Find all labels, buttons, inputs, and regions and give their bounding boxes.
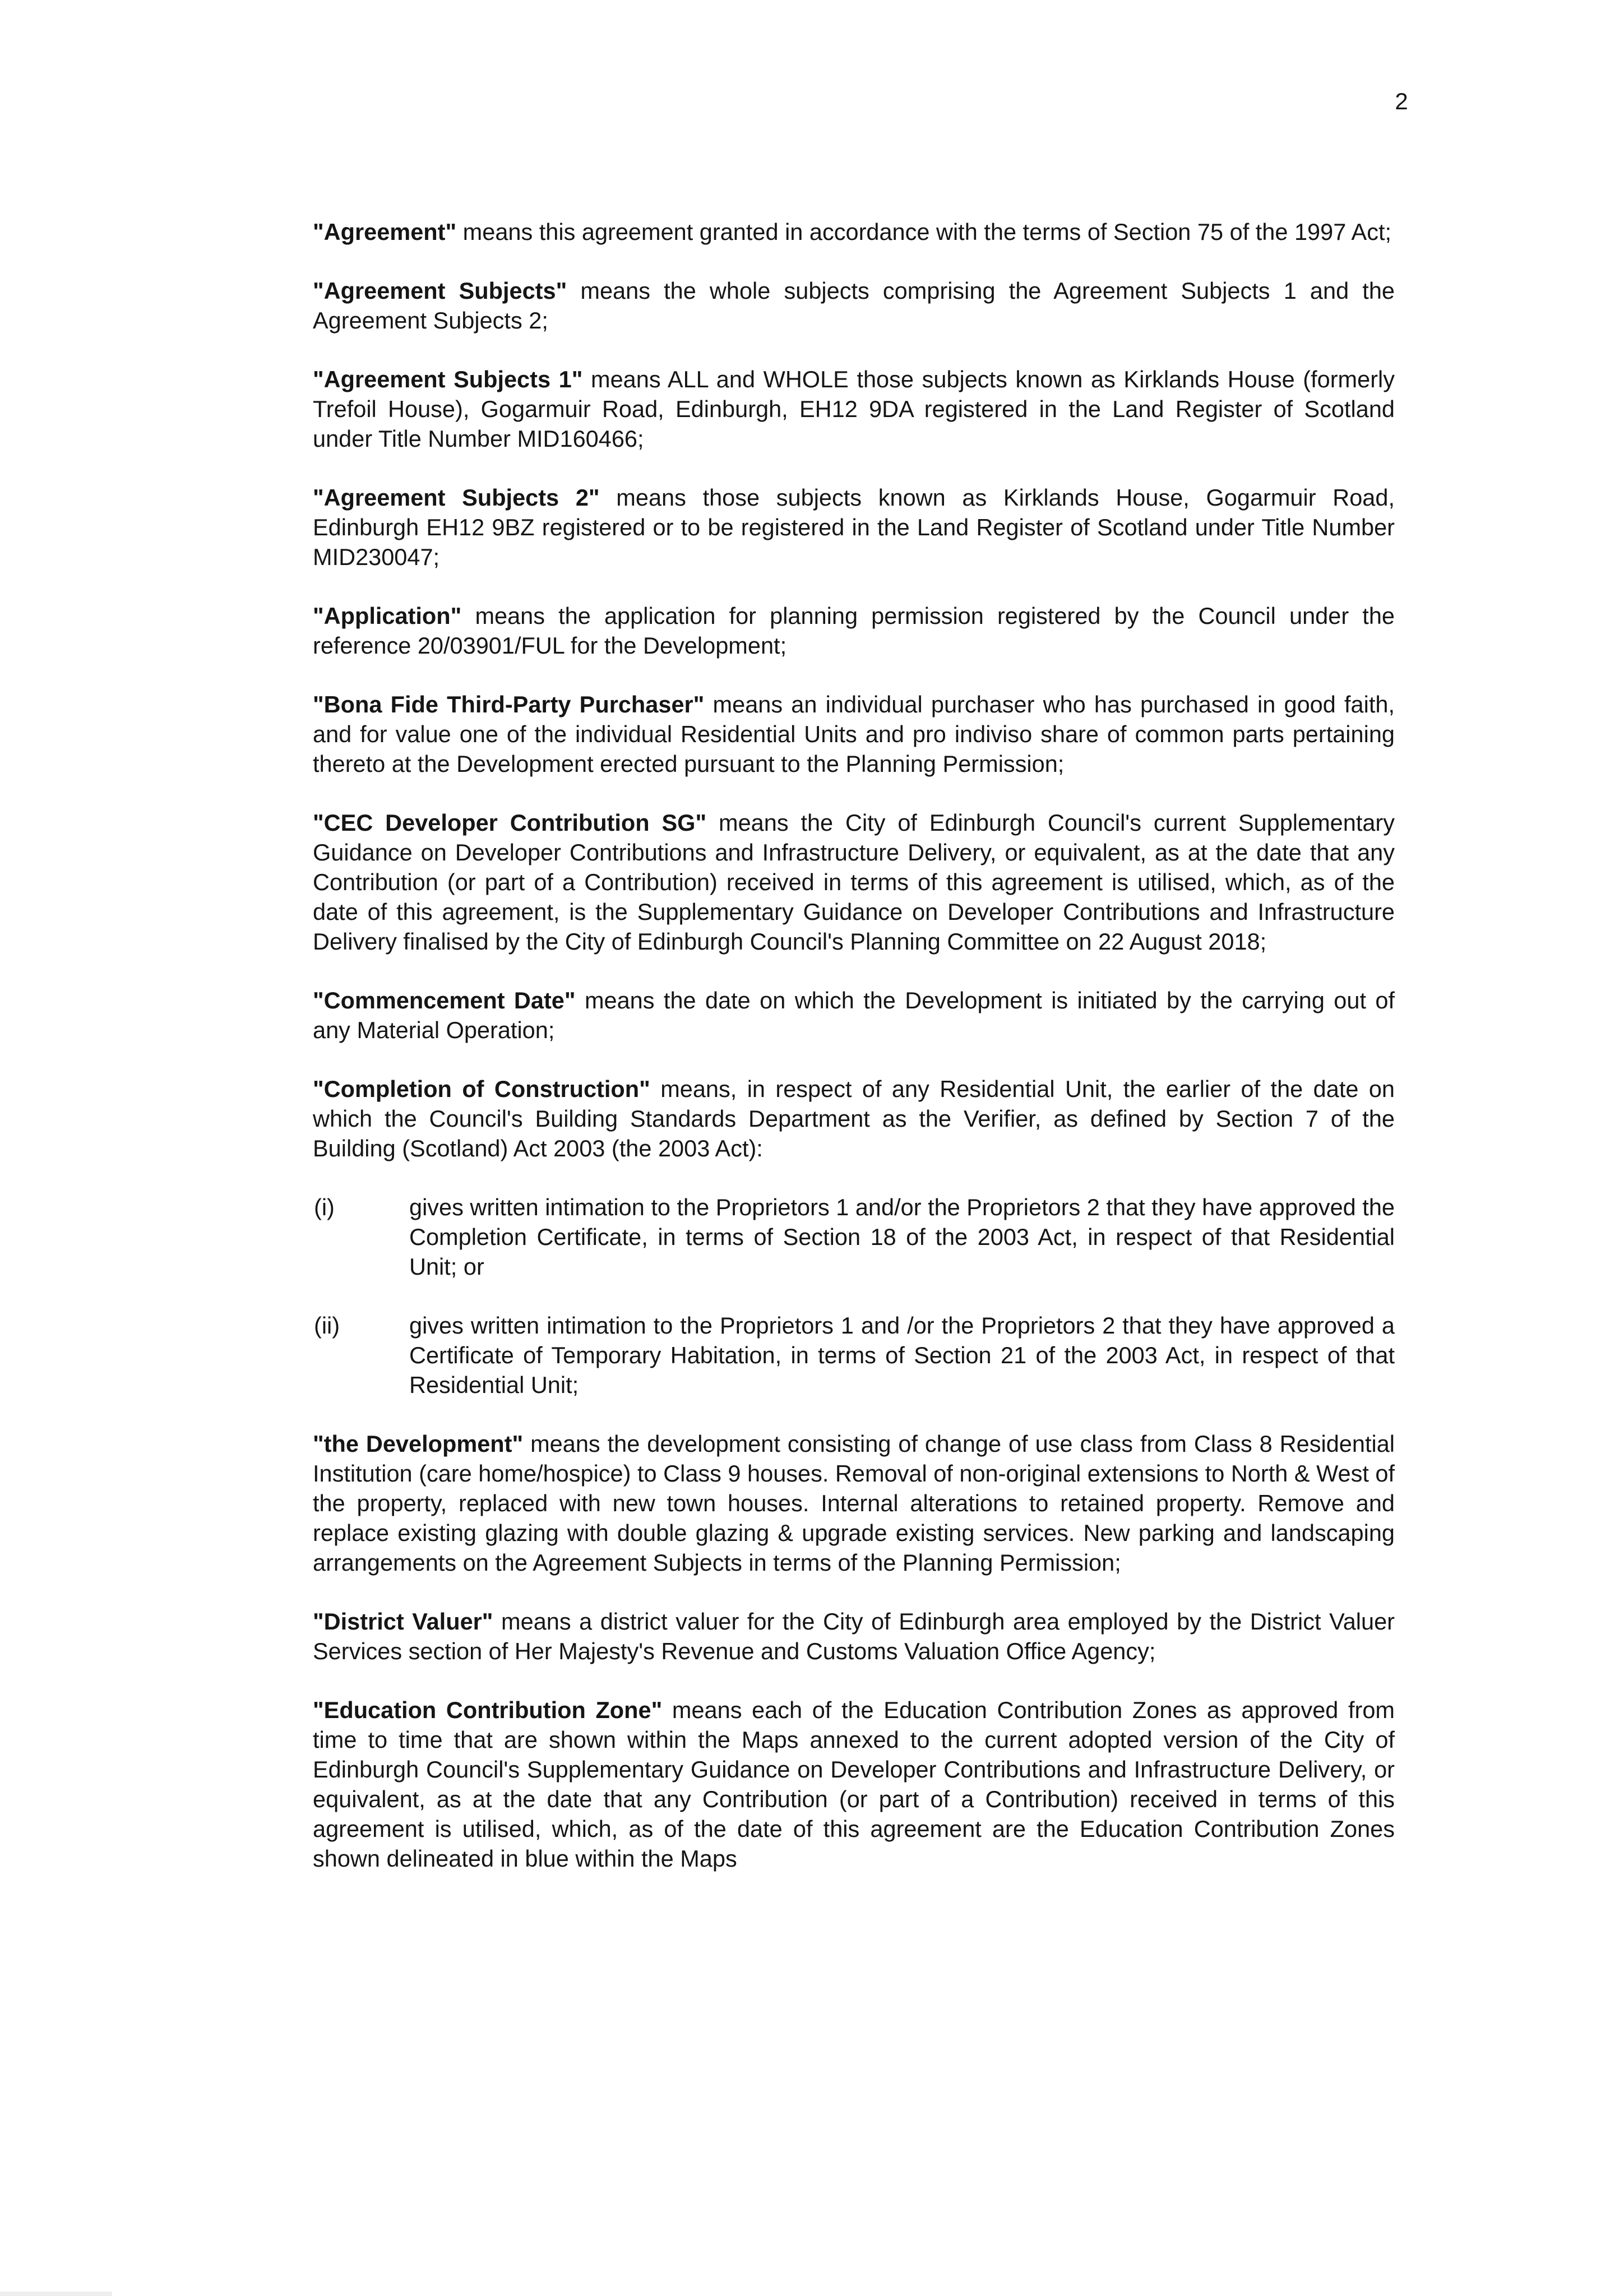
list-item-text: gives written intimation to the Proprietors 1 and /or the Proprietors 2 that they have approved a Certificate of Temporary Habitation, in terms of Section 21 of the 2003 Act, in respect of that Residential Unit; xyxy=(409,1312,1395,1398)
definition-text: means the development consisting of change of use class from Class 8 Residential Institution (care home/hospice) to Class 9 houses. Removal of non-original extensions to North & West of the property, replaced with new town houses. Internal alterations to retained property. Remove and replace existing glazing with double glazing & upgrade existing services. New parking and landscaping arrangements on the Agreement Subjects in terms of the Planning Permission; xyxy=(313,1431,1395,1576)
definition-term: "Agreement Subjects 2" xyxy=(313,484,600,511)
definition-term: "Application" xyxy=(313,603,462,629)
definition-text: means a district valuer for the City of Edinburgh area employed by the District Valuer Services section of Her Majesty's Revenue and Customs Valuation Office Agency; xyxy=(313,1608,1395,1664)
definition-term: "District Valuer" xyxy=(313,1608,493,1635)
definition-agreement-subjects-2 xyxy=(313,483,1395,572)
definition-cec-developer-contribution-sg xyxy=(313,808,1395,956)
definition-text: means those subjects known as Kirklands House, Gogarmuir Road, Edinburgh EH12 9BZ registered or to be registered in the Land Register of Scotland under Title Number MID230047; xyxy=(313,484,1395,570)
definition-the-development xyxy=(313,1429,1395,1577)
definition-text: means the City of Edinburgh Council's current Supplementary Guidance on Developer Contributions and Infrastructure Delivery, or equivalent, as at the date that any Contribution (or part of a Contribution) received in terms of this agreement is utilised, which, as of the date of this agreement, is the Supplementary Guidance on Developer Contributions and Infrastructure Delivery finalised by the City of Edinburgh Council's Planning Committee on 22 August 2018; xyxy=(313,809,1395,955)
definition-text: means ALL and WHOLE those subjects known as Kirklands House (formerly Trefoil House), Gogarmuir Road, Edinburgh, EH12 9DA registered in the Land Register of Scotland under Title Number MID160466; xyxy=(313,366,1395,452)
definition-term: "CEC Developer Contribution SG" xyxy=(313,809,707,836)
definition-education-contribution-zone xyxy=(313,1695,1395,1873)
definition-text: means the whole subjects comprising the Agreement Subjects 1 and the Agreement Subjects 2; xyxy=(313,277,1395,334)
definition-text: means this agreement granted in accordance with the terms of Section 75 of the 1997 Act; xyxy=(456,219,1392,245)
definition-application xyxy=(313,601,1395,660)
definition-term: "Bona Fide Third-Party Purchaser" xyxy=(313,691,705,718)
document-body xyxy=(313,217,1395,1902)
list-item xyxy=(313,1311,1395,1400)
definition-term: "Agreement" xyxy=(313,219,457,245)
list-item-text: gives written intimation to the Proprietors 1 and/or the Proprietors 2 that they have approved the Completion Certificate, in terms of Section 18 of the 2003 Act, in respect of that Residential Unit; or xyxy=(409,1194,1395,1280)
definition-term: "Completion of Construction" xyxy=(313,1076,650,1102)
list-item-number: (ii) xyxy=(314,1312,340,1339)
definition-agreement-subjects xyxy=(313,276,1395,335)
list-item xyxy=(313,1192,1395,1281)
definition-text: means each of the Education Contribution Zones as approved from time to time that are shown within the Maps annexed to the current adopted version of the City of Edinburgh Council's Supplementary Guidance on Developer Contributions and Infrastructure Delivery, or equivalent, as at the date that any Contribution (or part of a Contribution) received in terms of this agreement is utilised, which, as of the date of this agreement are the Education Contribution Zones shown delineated in blue within the Maps xyxy=(313,1697,1395,1872)
page-number: 2 xyxy=(1395,88,1408,114)
definition-bona-fide-purchaser xyxy=(313,689,1395,779)
scan-edge-mark xyxy=(0,2292,112,2296)
definition-term: "Agreement Subjects" xyxy=(313,277,567,304)
definition-agreement-subjects-1 xyxy=(313,364,1395,453)
definition-term: "Agreement Subjects 1" xyxy=(313,366,583,392)
definition-completion-of-construction xyxy=(313,1074,1395,1163)
definition-district-valuer xyxy=(313,1607,1395,1666)
definition-commencement-date xyxy=(313,985,1395,1045)
definition-term: "the Development" xyxy=(313,1431,524,1457)
list-item-number: (i) xyxy=(314,1194,335,1220)
definition-term: "Commencement Date" xyxy=(313,987,576,1013)
definition-text: means an individual purchaser who has purchased in good faith, and for value one of the individual Residential Units and pro indiviso share of common parts pertaining thereto at the Development erected pursuant to the Planning Permission; xyxy=(313,691,1395,777)
definition-text: means the application for planning permission registered by the Council under the reference 20/03901/FUL for the Development; xyxy=(313,603,1395,659)
definition-term: "Education Contribution Zone" xyxy=(313,1697,663,1723)
definition-text: means, in respect of any Residential Unit, the earlier of the date on which the Council's Building Standards Department as the Verifier, as defined by Section 7 of the Building (Scotland) Act 2003 (the 2003 Act): xyxy=(313,1076,1395,1161)
definition-agreement xyxy=(313,217,1395,247)
definition-text: means the date on which the Development is initiated by the carrying out of any Material Operation; xyxy=(313,987,1395,1043)
